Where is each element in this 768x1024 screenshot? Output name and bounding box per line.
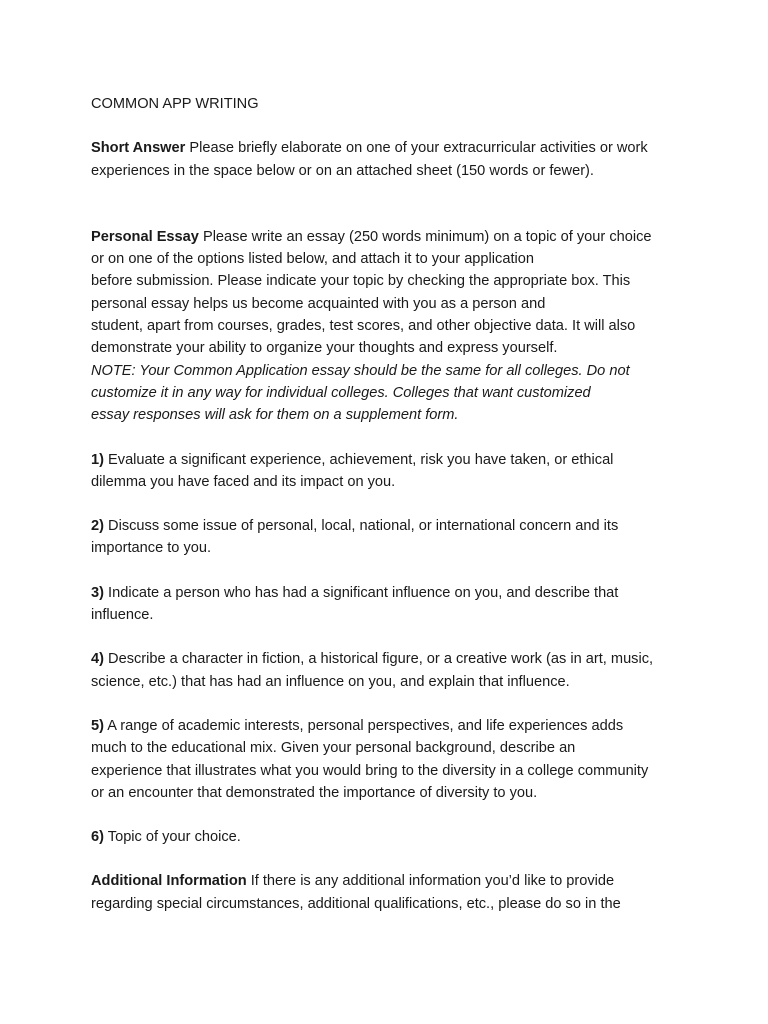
option-6-text-1: Topic of your choice. — [103, 829, 241, 846]
personal-essay-section — [91, 226, 691, 427]
option-1-text-1: Evaluate a significant experience, achievement, risk you have taken, or ethical — [103, 451, 614, 468]
option-1-line-1 — [91, 449, 691, 471]
option-4-number: 4) — [91, 651, 104, 668]
essay-note-line-2: customize it in any way for individual colleges. Colleges that want customized — [91, 384, 591, 401]
additional-information-section — [91, 870, 691, 915]
additional-info-line-2: regarding special circumstances, additional qualifications, etc., please do so in the — [91, 895, 621, 912]
short-answer-section — [91, 137, 691, 182]
option-3-number: 3) — [91, 584, 104, 601]
short-answer-line-1 — [91, 137, 691, 159]
option-4-text-1: Describe a character in fiction, a historical figure, or a creative work (as in art, music, — [103, 651, 654, 668]
option-5-line-1 — [91, 715, 691, 737]
personal-essay-line-3: before submission. Please indicate your topic by checking the appropriate box. This — [91, 273, 631, 290]
personal-essay-text-1: Please write an essay (250 words minimum) on a topic of your choice — [198, 228, 652, 245]
option-6-line-1 — [91, 826, 691, 848]
option-1-line-2: dilemma you have faced and its impact on you. — [91, 473, 396, 490]
option-2-number: 2) — [91, 518, 104, 535]
short-answer-text-1: Please briefly elaborate on one of your extracurricular activities or work — [185, 140, 648, 157]
additional-info-line-1 — [91, 870, 691, 892]
additional-info-heading: Additional Information — [91, 873, 247, 890]
personal-essay-line-5: student, apart from courses, grades, test scores, and other objective data. It will also — [91, 318, 636, 335]
short-answer-line-2: experiences in the space below or on an attached sheet (150 words or fewer). — [91, 162, 594, 179]
option-4-line-1 — [91, 648, 691, 670]
option-5-text-1: A range of academic interests, personal perspectives, and life experiences adds — [103, 717, 624, 734]
document-page — [91, 93, 691, 915]
essay-option-2 — [91, 515, 691, 560]
option-5-line-4: or an encounter that demonstrated the importance of diversity to you. — [91, 784, 538, 801]
essay-option-1 — [91, 449, 691, 494]
additional-info-text-1: If there is any additional information you’d like to provide — [246, 873, 615, 890]
option-2-line-2: importance to you. — [91, 540, 212, 557]
option-5-number: 5) — [91, 717, 104, 734]
option-2-line-1 — [91, 515, 691, 537]
personal-essay-line-4: personal essay helps us become acquainted with you as a person and — [91, 295, 546, 312]
option-4-line-2: science, etc.) that has had an influence on you, and explain that influence. — [91, 673, 570, 690]
option-3-line-2: influence. — [91, 607, 154, 624]
option-5-line-2: much to the educational mix. Given your personal background, describe an — [91, 740, 576, 757]
essay-option-6 — [91, 826, 691, 848]
short-answer-heading: Short Answer — [91, 140, 186, 157]
personal-essay-heading: Personal Essay — [91, 228, 199, 245]
personal-essay-line-2: or on one of the options listed below, and attach it to your application — [91, 251, 534, 268]
option-2-text-1: Discuss some issue of personal, local, national, or international concern and its — [103, 518, 619, 535]
essay-option-4 — [91, 648, 691, 693]
document-title: COMMON APP WRITING — [91, 96, 259, 112]
essay-note-line-3: essay responses will ask for them on a supplement form. — [91, 407, 459, 424]
option-6-number: 6) — [91, 829, 104, 846]
option-1-number: 1) — [91, 451, 104, 468]
option-3-line-1 — [91, 582, 691, 604]
option-5-line-3: experience that illustrates what you would bring to the diversity in a college community — [91, 762, 649, 779]
option-3-text-1: Indicate a person who has had a significant influence on you, and describe that — [103, 584, 619, 601]
personal-essay-line-1 — [91, 226, 691, 248]
essay-note-line-1: NOTE: Your Common Application essay should be the same for all colleges. Do not — [91, 362, 630, 379]
essay-option-5 — [91, 715, 691, 804]
essay-option-3 — [91, 582, 691, 627]
personal-essay-line-6: demonstrate your ability to organize your thoughts and express yourself. — [91, 340, 558, 357]
